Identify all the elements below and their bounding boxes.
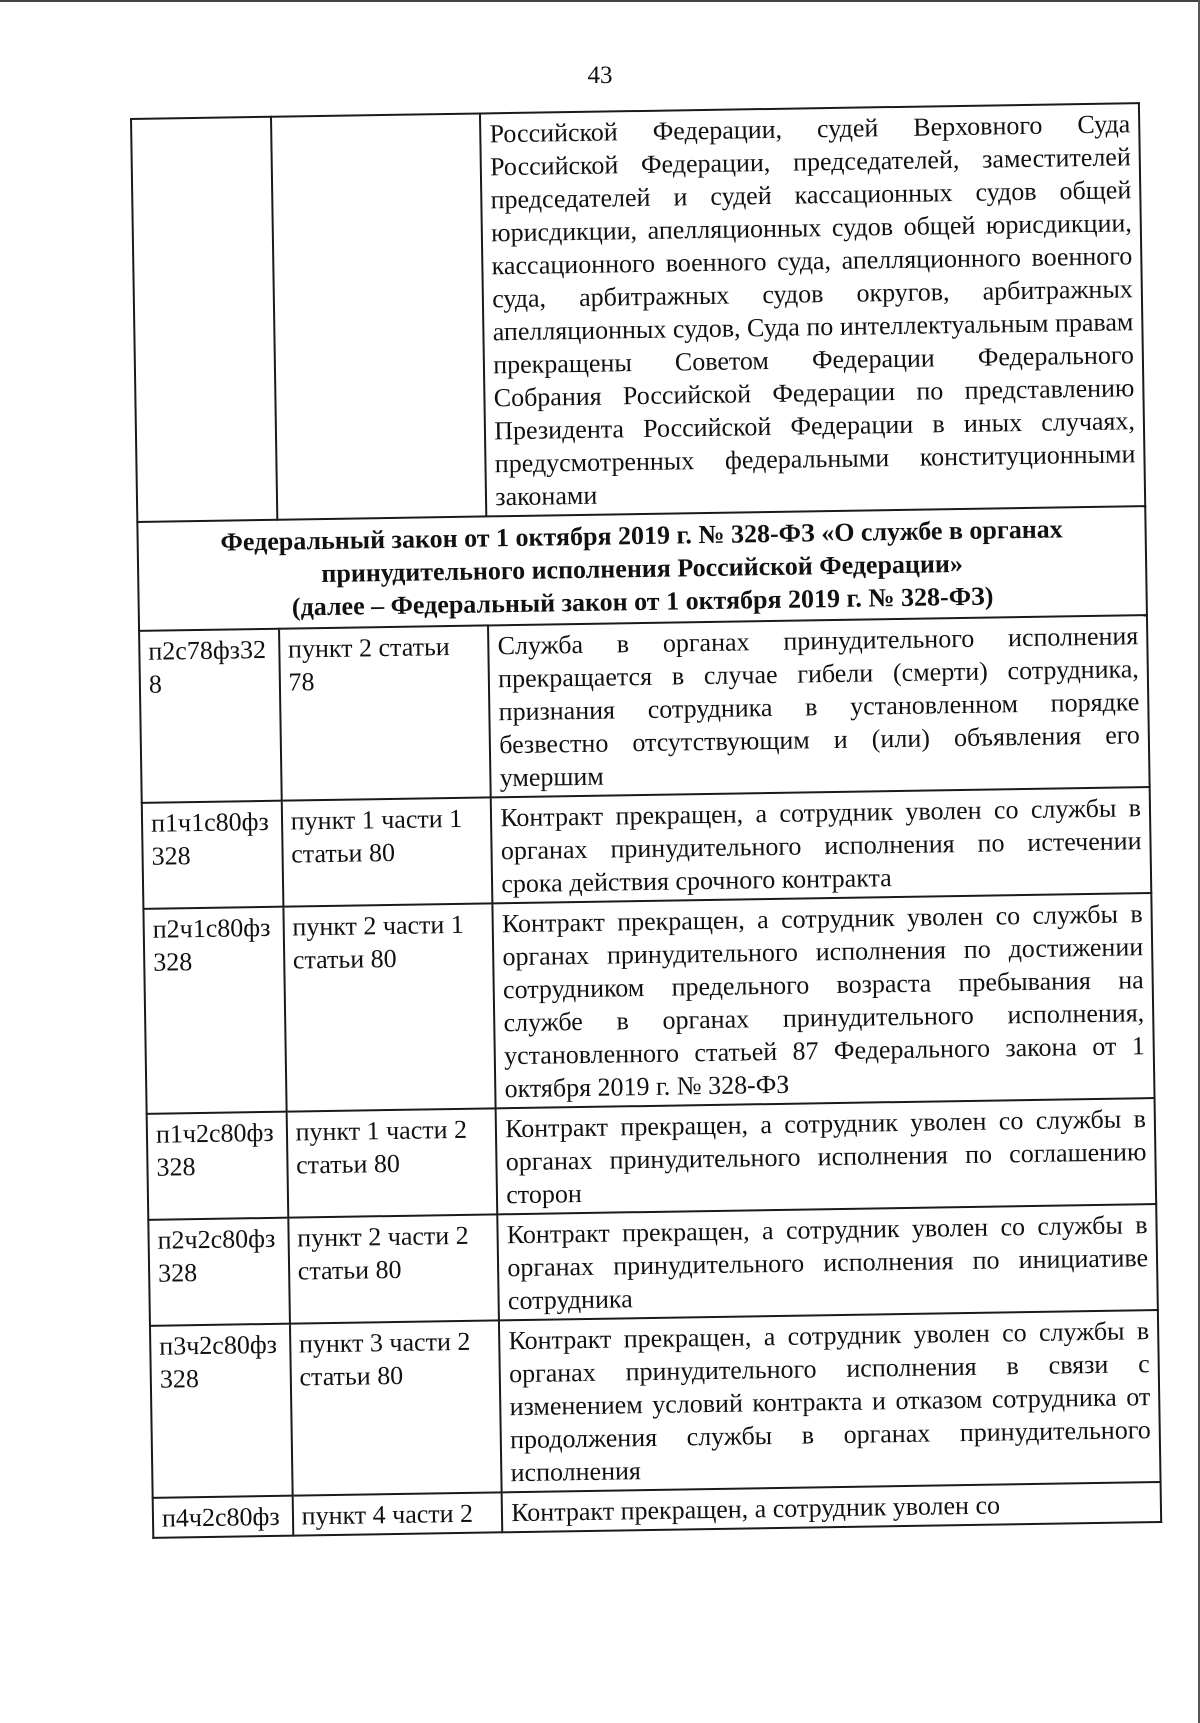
table-row xyxy=(143,893,1154,1114)
page-number: 43 xyxy=(587,62,613,89)
reference-cell: пункт 2 части 1 статьи 80 xyxy=(283,903,496,1111)
description-cell: Контракт прекращен, а сотрудник уволен со службы в органах принудительного исполнения по достижении сотрудником предельного возраста пребывания на службе в органах принудительного исполнения, установленного статьей 87 Федерального закона от 1 октября 2019 г. № 328-ФЗ xyxy=(493,893,1155,1108)
code-cell: п2ч1с80фз 328 xyxy=(143,907,286,1114)
description-cell: Контракт прекращен, а сотрудник уволен со службы в органах принудительного исполнения в связи с изменением условий контракта и отказом сотрудника от продолжения службы в органах принудительного исполнения xyxy=(499,1310,1160,1492)
description-cell: Российской Федерации, судей Верховного Суда Российской Федерации, председателей, заместителей председателей и судей кассационных судов общей юрисдикции, апелляционных судов общей юрисдикции, кассационного военного суда, апелляционного военного суда, арбитражных судов округов, арбитражных апелляционных судов, Суда по интеллектуальным правам прекращены Советом Федерации Федерального Собрания Российской Федерации по представлению Президента Российской Федерации в иных случаях, предусмотренных федеральными конституционными законами xyxy=(480,103,1145,516)
code-cell: п3ч2с80фз 328 xyxy=(150,1324,292,1498)
law-table xyxy=(130,102,1162,1539)
code-cell xyxy=(131,117,277,522)
section-heading xyxy=(137,506,1147,631)
description-cell: Контракт прекращен, а сотрудник уволен со xyxy=(502,1482,1161,1532)
table-row xyxy=(139,615,1150,803)
reference-cell xyxy=(271,113,487,519)
reference-cell: пункт 1 части 1 статьи 80 xyxy=(281,797,492,906)
scan-top-edge xyxy=(0,0,1200,2)
section-heading-line: Федеральный закон от 1 октября 2019 г. № 328-ФЗ «О службе в органах xyxy=(220,514,1063,557)
table-row xyxy=(147,1098,1157,1220)
reference-cell: пункт 1 части 2 статьи 80 xyxy=(286,1108,497,1217)
code-cell: п2ч2с80фз 328 xyxy=(148,1218,289,1326)
reference-cell: пункт 3 части 2 статьи 80 xyxy=(290,1320,502,1495)
table-row xyxy=(142,787,1152,909)
section-heading-line: принудительного исполнения Российской Федерации» xyxy=(321,548,964,589)
section-heading-line: (далее – Федеральный закон от 1 октября 2019 г. № 328-ФЗ) xyxy=(291,581,994,622)
reference-cell: пункт 2 статьи 78 xyxy=(279,625,491,800)
description-cell: Контракт прекращен, а сотрудник уволен со службы в органах принудительного исполнения по истечении срока действия срочного контракта xyxy=(491,787,1151,903)
code-cell: п2с78фз328 xyxy=(139,629,281,803)
reference-cell: пункт 4 части 2 xyxy=(292,1492,502,1535)
table-row xyxy=(148,1204,1158,1326)
reference-cell: пункт 2 части 2 статьи 80 xyxy=(288,1214,499,1323)
section-heading-row xyxy=(137,506,1147,631)
description-cell: Контракт прекращен, а сотрудник уволен со службы в органах принудительного исполнения по соглашению сторон xyxy=(496,1098,1156,1214)
table-row xyxy=(150,1310,1161,1498)
code-cell: п4ч2с80фз xyxy=(153,1496,293,1538)
description-cell: Служба в органах принудительного исполнения прекращается в случае гибели (смерти) сотрудника, признания сотрудника в установленном порядке безвестно отсутствующим и (или) объявления его умершим xyxy=(488,615,1149,797)
code-cell: п1ч1с80фз 328 xyxy=(142,801,283,909)
description-cell: Контракт прекращен, а сотрудник уволен со службы в органах принудительного исполнения по инициативе сотрудника xyxy=(498,1204,1158,1320)
table-row xyxy=(131,103,1145,522)
code-cell: п1ч2с80фз 328 xyxy=(147,1112,288,1220)
